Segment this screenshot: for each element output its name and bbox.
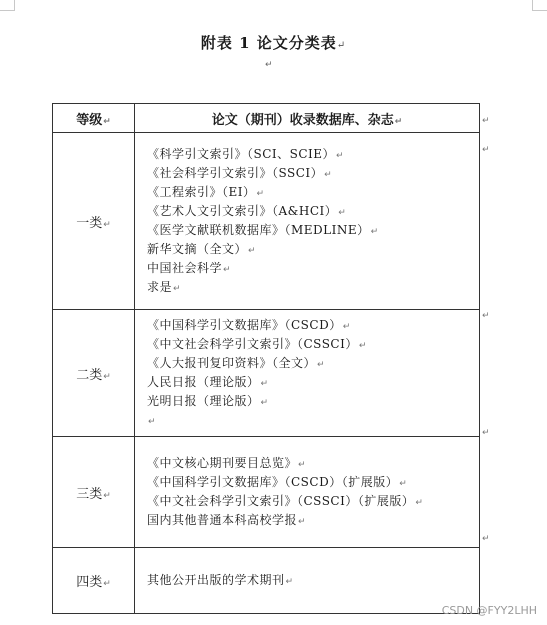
content-cell bbox=[135, 310, 480, 437]
page-corner-top-right bbox=[532, 0, 547, 11]
content-cell bbox=[135, 133, 480, 310]
classification-table bbox=[52, 103, 480, 614]
list-item: 其他公开出版的学术期刊↵ bbox=[147, 573, 294, 587]
list-item: 光明日报（理论版）↵ bbox=[147, 394, 269, 408]
list-item: 《科学引文索引》（SCI、SCIE）↵ bbox=[147, 147, 345, 161]
list-item: 人民日报（理论版）↵ bbox=[147, 375, 269, 389]
list-item: 《艺术人文引文索引》（A&HCI）↵ bbox=[147, 204, 347, 218]
table-row bbox=[53, 548, 480, 614]
row-end-mark-icon: ↵ bbox=[482, 428, 490, 438]
list-item: 《中文社会科学引文索引》（CSSCI）（扩展版）↵ bbox=[147, 494, 424, 508]
row-end-mark-icon: ↵ bbox=[482, 116, 490, 126]
content-cell bbox=[135, 437, 480, 548]
paragraph-mark-icon: ↵ bbox=[336, 40, 347, 51]
page-corner-top-left bbox=[0, 0, 15, 11]
row-end-mark-icon: ↵ bbox=[482, 145, 490, 155]
level-cell: 二类↵ bbox=[53, 310, 135, 437]
level-cell: 一类↵ bbox=[53, 133, 135, 310]
table-row bbox=[53, 437, 480, 548]
list-item: 《中文社会科学引文索引》（CSSCI）↵ bbox=[147, 337, 367, 351]
table-row bbox=[53, 310, 480, 437]
header-content: 论文（期刊）收录数据库、杂志↵ bbox=[135, 104, 480, 133]
row-end-mark-icon: ↵ bbox=[482, 311, 490, 321]
list-item: 新华文摘（全文）↵ bbox=[147, 242, 257, 256]
header-level: 等级↵ bbox=[53, 104, 135, 133]
table-row bbox=[53, 133, 480, 310]
row-end-mark-icon: ↵ bbox=[482, 534, 490, 544]
document-title bbox=[0, 32, 547, 53]
level-cell: 三类↵ bbox=[53, 437, 135, 548]
list-item: 中国社会科学↵ bbox=[147, 261, 232, 275]
list-item: 国内其他普通本科高校学报↵ bbox=[147, 513, 307, 527]
list-item: 《医学文献联机数据库》（MEDLINE）↵ bbox=[147, 223, 379, 237]
list-item: 《人大报刊复印资料》（全文）↵ bbox=[147, 356, 326, 370]
paragraph-mark-icon: ↵ bbox=[265, 60, 273, 70]
content-cell bbox=[135, 548, 480, 614]
list-item: 《中国科学引文数据库》（CSCD）（扩展版）↵ bbox=[147, 475, 408, 489]
list-item: 《中文核心期刊要目总览》↵ bbox=[147, 456, 307, 470]
title-text: 附表 1 论文分类表 bbox=[200, 34, 337, 52]
list-item: 《社会科学引文索引》（SSCI）↵ bbox=[147, 166, 333, 180]
list-item: ↵ bbox=[148, 417, 157, 427]
list-item: 《中国科学引文数据库》（CSCD）↵ bbox=[147, 318, 351, 332]
list-item: 《工程索引》（EI）↵ bbox=[147, 185, 265, 199]
level-cell: 四类↵ bbox=[53, 548, 135, 614]
list-item: 求是↵ bbox=[147, 280, 182, 294]
table-header-row bbox=[53, 104, 480, 133]
watermark: CSDN @FYY2LHH bbox=[441, 604, 537, 617]
